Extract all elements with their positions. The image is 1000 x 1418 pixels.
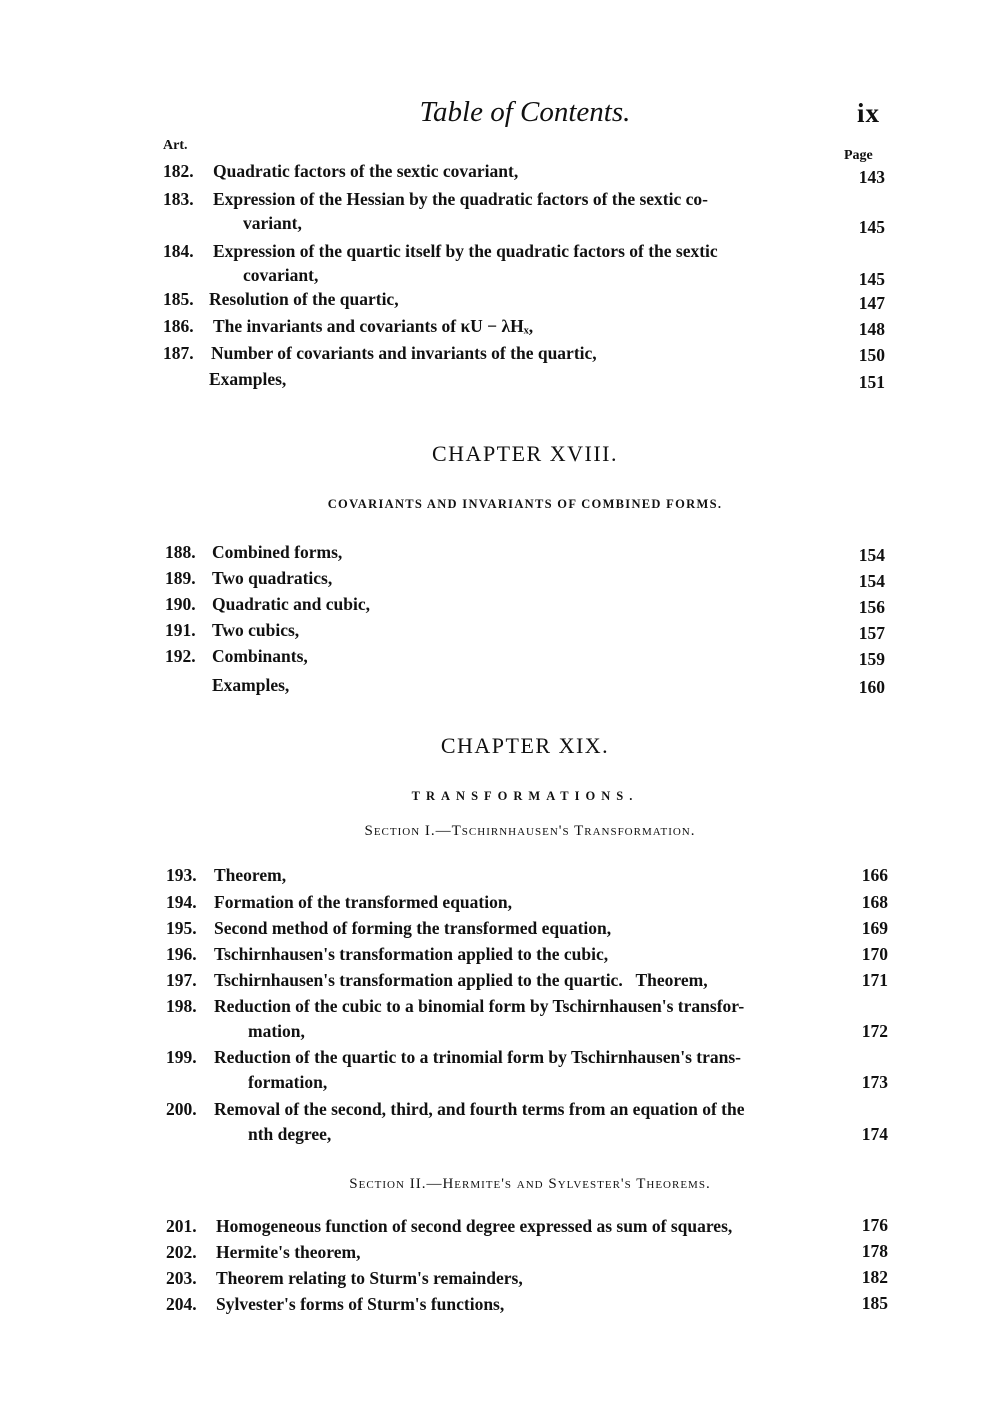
entry-number: 185. — [163, 289, 194, 309]
entry-page: 176 — [861, 1215, 888, 1235]
entry-page: 172 — [861, 1021, 888, 1041]
toc-entry — [163, 158, 885, 187]
entry-title: Resolution of the quartic, — [209, 289, 399, 309]
entry-number: 199. — [166, 1047, 197, 1067]
entry-title: Removal of the second, third, and fourth terms from an equation of the — [214, 1099, 745, 1119]
entry-number: 190. — [165, 594, 196, 614]
entry-page: 170 — [861, 944, 888, 964]
entry-page: 154 — [858, 545, 885, 565]
entry-number: 182. — [163, 161, 194, 181]
entry-page: 145 — [858, 269, 885, 289]
toc-entry — [165, 617, 885, 643]
toc-entry — [166, 1213, 888, 1239]
entry-title: Expression of the quartic itself by the quadratic factors of the sextic — [213, 241, 718, 261]
page-number: ix — [857, 98, 881, 128]
entry-title: Examples, — [212, 675, 290, 695]
entry-page: 174 — [861, 1124, 888, 1144]
page-column-label: Page — [844, 148, 873, 163]
entry-number: 187. — [163, 343, 194, 363]
toc-entry — [163, 366, 883, 392]
entry-number: 188. — [165, 542, 196, 562]
entry-title: Two quadratics, — [212, 568, 333, 588]
entry-title: Reduction of the quartic to a trinomial form by Tschirnhausen's trans- — [214, 1047, 741, 1067]
entry-title: Tschirnhausen's transformation applied to the cubic, — [214, 944, 609, 964]
entry-page: 166 — [861, 865, 888, 885]
toc-entry — [163, 238, 883, 290]
entry-number: 186. — [163, 316, 194, 336]
entry-number: 198. — [166, 996, 197, 1016]
entry-page: 157 — [858, 623, 885, 643]
entry-number: 196. — [166, 944, 197, 964]
entry-number: 202. — [166, 1242, 197, 1262]
toc-entry — [166, 967, 888, 993]
entry-title: Quadratic factors of the sextic covariant, — [213, 161, 519, 181]
section-heading: Section II.—Hermite's and Sylvester's Theorems. — [349, 1176, 711, 1192]
toc-entry — [166, 993, 888, 1045]
entry-title: Two cubics, — [212, 620, 300, 640]
entry-number: 197. — [166, 970, 197, 990]
entry-page: 178 — [861, 1241, 888, 1261]
toc-entry — [166, 941, 888, 967]
toc-entry — [166, 1291, 888, 1317]
entry-title: Homogeneous function of second degree expressed as sum of squares, — [216, 1216, 733, 1236]
entry-page: 150 — [858, 345, 885, 365]
toc-entry — [165, 643, 885, 669]
entry-number: 192. — [165, 646, 196, 666]
entry-title: The invariants and covariants of κU − λHₓ, — [213, 316, 534, 336]
entry-title: Second method of forming the transformed equation, — [214, 918, 612, 938]
toc-entry — [166, 889, 888, 915]
entry-page: 159 — [858, 649, 885, 669]
entry-page: 156 — [858, 597, 885, 617]
entry-title-continuation: formation, — [248, 1072, 328, 1092]
toc-entry — [166, 915, 888, 941]
entry-title: Examples, — [209, 369, 287, 389]
entry-page: 171 — [861, 970, 888, 990]
entry-number: 194. — [166, 892, 197, 912]
entry-title: Formation of the transformed equation, — [214, 892, 512, 912]
entry-number: 204. — [166, 1294, 197, 1314]
entry-title: Theorem relating to Sturm's remainders, — [216, 1268, 523, 1288]
running-head — [0, 96, 1000, 136]
entry-page: 145 — [858, 217, 885, 237]
entry-number: 189. — [165, 568, 196, 588]
entry-page: 182 — [861, 1267, 888, 1287]
entry-page: 169 — [861, 918, 888, 938]
chapter-heading: CHAPTER XIX. — [440, 733, 610, 758]
entry-title: Combined forms, — [212, 542, 343, 562]
section-heading: Section I.—Tschirnhausen's Transformation. — [364, 823, 696, 839]
entry-title: Quadratic and cubic, — [212, 594, 371, 614]
entry-title: Reduction of the cubic to a binomial form by Tschirnhausen's transfor- — [214, 996, 745, 1016]
entry-page: 148 — [858, 319, 885, 339]
entry-title: Tschirnhausen's transformation applied to the quartic. Theorem, — [214, 970, 708, 990]
article-column-label: Art. — [163, 138, 188, 153]
entry-page: 185 — [861, 1293, 888, 1313]
entry-page: 143 — [858, 167, 885, 187]
toc-entry — [165, 565, 885, 591]
entry-title: Sylvester's forms of Sturm's functions, — [216, 1294, 505, 1314]
toc-entry — [163, 286, 883, 312]
entry-title: Theorem, — [214, 865, 287, 885]
entry-page: 173 — [861, 1072, 888, 1092]
entry-title: Hermite's theorem, — [216, 1242, 361, 1262]
page-title: Table of Contents. — [419, 96, 631, 128]
entry-page: 147 — [858, 293, 885, 313]
entry-title: Expression of the Hessian by the quadratic factors of the sextic co- — [213, 189, 708, 209]
entry-title-continuation: nth degree, — [248, 1124, 332, 1144]
toc-entry — [163, 186, 883, 238]
toc-entry — [166, 1096, 888, 1148]
toc-entry — [166, 1239, 888, 1265]
entry-number: 203. — [166, 1268, 197, 1288]
toc-entry — [166, 1265, 888, 1291]
entry-title-continuation: variant, — [243, 213, 302, 233]
entry-number: 184. — [163, 241, 194, 261]
toc-entry — [166, 1044, 888, 1096]
entry-page: 160 — [858, 677, 885, 697]
entry-title-continuation: covariant, — [243, 265, 319, 285]
entry-number: 183. — [163, 189, 194, 209]
toc-entry — [165, 672, 885, 698]
entry-page: 154 — [858, 571, 885, 591]
entry-title: Combinants, — [212, 646, 308, 666]
toc-entry — [163, 313, 883, 339]
entry-number: 193. — [166, 865, 197, 885]
toc-entry — [163, 340, 883, 366]
chapter-heading: CHAPTER XVIII. — [432, 441, 618, 466]
entry-number: 201. — [166, 1216, 197, 1236]
entry-title: Number of covariants and invariants of the quartic, — [211, 343, 597, 363]
entry-number: 200. — [166, 1099, 197, 1119]
entry-page: 151 — [858, 372, 885, 392]
toc-entry — [165, 591, 885, 617]
toc-entry — [166, 862, 888, 888]
chapter-subtitle: TRANSFORMATIONS. — [411, 789, 639, 803]
toc-entry — [165, 539, 885, 565]
chapter-subtitle: COVARIANTS AND INVARIANTS OF COMBINED FORMS. — [327, 497, 723, 511]
entry-page: 168 — [861, 892, 888, 912]
entry-number: 195. — [166, 918, 197, 938]
entry-title-continuation: mation, — [248, 1021, 305, 1041]
entry-number: 191. — [165, 620, 196, 640]
